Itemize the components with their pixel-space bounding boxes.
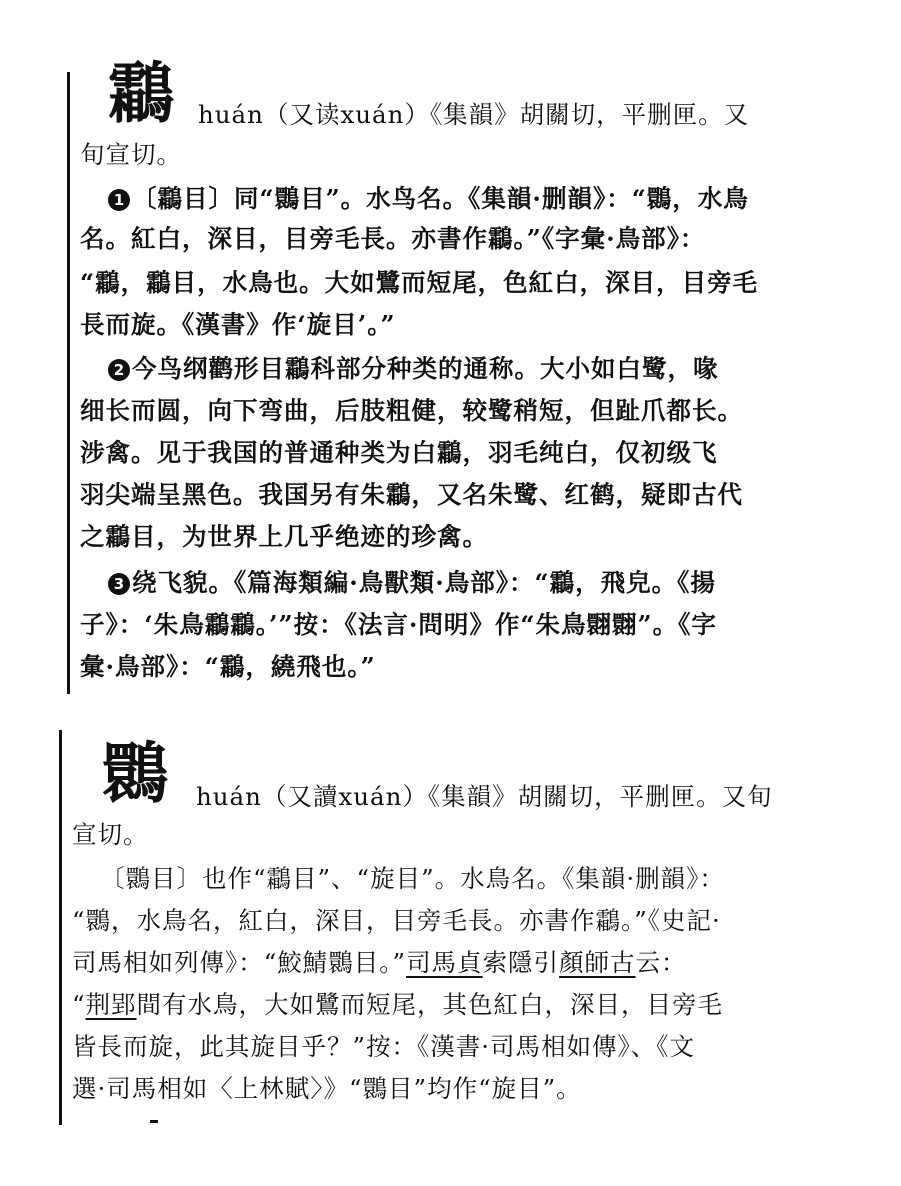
entry1-line-10: 羽尖端呈黑色。我国另有朱鸘，又名朱鹭、红鹤，疑即古代 bbox=[80, 480, 743, 509]
entry1-line-11: 之鸘目，为世界上几乎绝迹的珍禽。 bbox=[80, 522, 488, 551]
entry2-line-6: “荆郢間有水鳥，大如鷺而短尾，其色紅白，深目，目旁毛 bbox=[72, 990, 724, 1019]
margin-rule-entry2 bbox=[59, 730, 62, 1125]
entry2-line-3: 〔䴉目〕也作“鸘目”、“旋目”。水鳥名。《集韻·删韻》： bbox=[100, 864, 725, 893]
entry1-line-4: 名。紅白，深目，目旁毛長。亦書作鸘。”《字彙·鳥部》： bbox=[80, 224, 706, 253]
entry2-line-2: 宣切。 bbox=[72, 820, 149, 849]
entry1-line-7: 2 今鸟纲鹳形目鸘科部分种类的通称。大小如白鹭，喙 bbox=[108, 350, 719, 388]
entry2-line-4: “䴉，水鳥名，紅白，深目，目旁毛長。亦書作鸘。”《史記· bbox=[72, 906, 721, 935]
entry2-line-8: 選·司馬相如〈上林賦〉》“䴉目”均作“旋目”。 bbox=[72, 1074, 582, 1103]
scan-speck bbox=[150, 1120, 158, 1123]
dictionary-entry-2 bbox=[72, 0, 842, 1140]
entry1-line-3: 1 〔鸘目〕同“䴉目”。水鸟名。《集韻·删韻》：“䴉，水鳥 bbox=[108, 180, 749, 218]
margin-rule-entry1 bbox=[67, 72, 70, 694]
place-name-jingying: 荆郢 bbox=[85, 990, 137, 1019]
sense-mark-2: 2 bbox=[108, 359, 130, 381]
headword-1: 鸘 bbox=[108, 54, 174, 132]
entry2-line-7: 皆長而旋，此其旋目乎？”按：《漢書·司馬相如傳》、《文 bbox=[72, 1032, 696, 1061]
entry1-line-12: 3 绕飞貌。《篇海類編·鳥獸類·鳥部》：“鸘，飛皃。《揚 bbox=[108, 564, 716, 602]
headword-2: 䴉 bbox=[102, 734, 168, 812]
sense-mark-1: 1 bbox=[108, 189, 130, 211]
entry2-line-5: 司馬相如列傳》：“鮫鯖䴉目。”司馬貞索隱引顏師古云： bbox=[72, 948, 687, 977]
sense-mark-3: 3 bbox=[108, 573, 130, 595]
entry1-line-13: 子》：‘朱鳥鸘鸘。’”按：《法言·問明》作“朱鳥翾翾”。《字 bbox=[80, 610, 717, 639]
entry1-line-2: 旬宣切。 bbox=[80, 140, 182, 169]
person-name-yan-shigu: 顏師古 bbox=[559, 948, 636, 977]
entry1-line-6: 長而旋。《漢書》作‘旋目’。” bbox=[80, 310, 396, 339]
entry1-line-1: huán（又读xuán）《集韻》胡關切，平删匣。又 bbox=[198, 100, 750, 129]
person-name-sima-zhen: 司馬貞 bbox=[406, 948, 483, 977]
entry2-line-1: huán（又讀xuán）《集韻》胡關切，平删匣。又旬 bbox=[196, 782, 773, 811]
entry1-line-9: 涉禽。见于我国的普通种类为白鸘，羽毛纯白，仅初级飞 bbox=[80, 438, 718, 467]
entry1-line-5: “鸘，鸘目，水鳥也。大如鷺而短尾，色紅白，深目，目旁毛 bbox=[80, 268, 759, 297]
entry1-line-8: 细长而圆，向下弯曲，后肢粗健，较鹭稍短，但趾爪都长。 bbox=[80, 396, 743, 425]
entry1-line-14: 彙·鳥部》：“鸘，繞飛也。” bbox=[80, 652, 376, 681]
